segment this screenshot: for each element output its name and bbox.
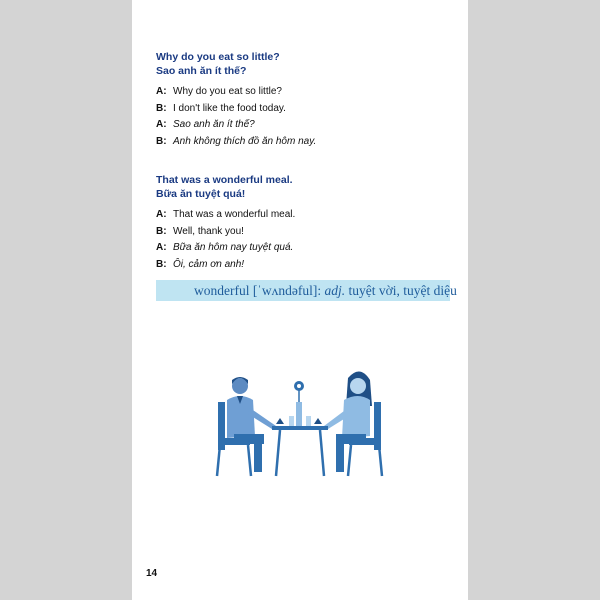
speaker-label: B: [156,135,167,147]
woman-figure-icon [324,371,372,472]
dialogue-line [156,134,456,151]
speaker-label: A: [156,209,167,220]
dialogue-text: Sao anh ăn ít thế? [173,119,255,130]
dialogue-text: That was a wonderful meal. [173,209,296,220]
man-figure-icon [227,377,276,472]
table-items-icon [276,381,322,426]
speaker-label: A: [156,242,167,253]
dialogue-section-1 [156,50,456,150]
dialogue-line [156,101,456,118]
vocab-ipa: [ˈwʌndəful]: [252,283,322,298]
dialogue-line [156,257,456,274]
dialogue-text: I don't like the food today. [173,102,286,114]
vocabulary-box [156,280,457,301]
section-heading-vi: Sao anh ăn ít thế? [156,65,247,77]
dialogue-line [156,224,456,241]
section-heading-en: Why do you eat so little? [156,51,280,63]
speaker-label: B: [156,102,167,114]
section-heading-vi: Bữa ăn tuyệt quá! [156,188,246,200]
dialogue-line [156,117,456,134]
vocab-part-of-speech: adj. [324,283,346,298]
couple-dining-illustration [210,368,390,485]
speaker-label: A: [156,86,167,97]
speaker-label: B: [156,258,167,270]
vocab-word: wonderful [194,283,250,298]
section-heading-en: That was a wonderful meal. [156,174,293,186]
table-icon [272,426,328,476]
book-page [132,0,468,600]
dialogue-line [156,207,456,224]
dialogue-text: Bữa ăn hôm nay tuyệt quá. [173,242,294,253]
vocab-meaning: tuyệt vời, tuyệt diệu [348,283,457,298]
speaker-label: B: [156,225,167,237]
dialogue-line [156,84,456,101]
speaker-label: A: [156,119,167,130]
dialogue-text: Well, thank you! [173,225,244,237]
dialogue-text: Why do you eat so little? [173,86,282,97]
page-number: 14 [146,568,158,579]
dialogue-line [156,240,456,257]
dialogue-section-2 [156,173,456,273]
dialogue-text: Anh không thích đồ ăn hôm nay. [173,135,317,147]
dialogue-text: Ôi, cảm ơn anh! [173,258,245,270]
